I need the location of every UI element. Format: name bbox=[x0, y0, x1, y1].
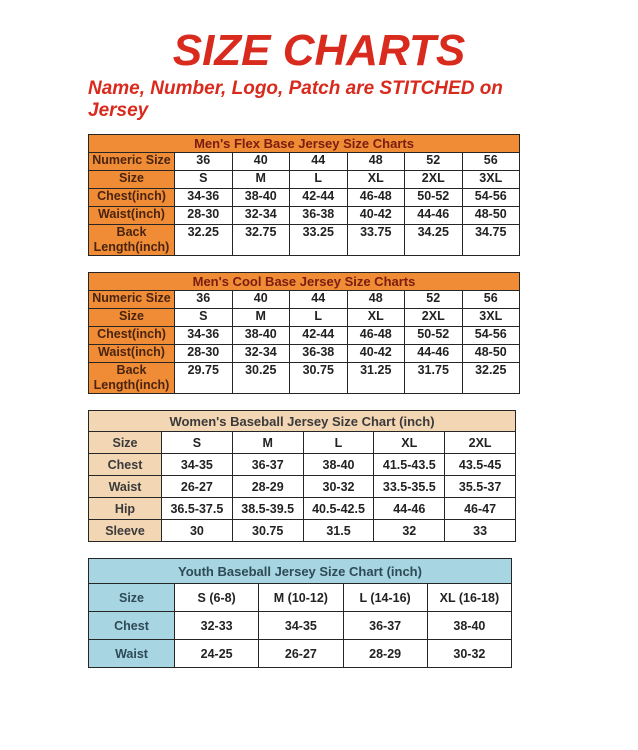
table-title-row bbox=[89, 273, 520, 291]
row-label-cell: Numeric Size bbox=[89, 153, 175, 171]
value-cell: 2XL bbox=[405, 309, 463, 327]
table-row bbox=[89, 309, 520, 327]
value-cell: 44-46 bbox=[374, 498, 445, 520]
value-cell: 33.5-35.5 bbox=[374, 476, 445, 498]
row-label-cell: Size bbox=[89, 171, 175, 189]
value-cell: 26-27 bbox=[162, 476, 233, 498]
value-cell: 46-48 bbox=[347, 327, 405, 345]
value-cell: 48 bbox=[347, 291, 405, 309]
value-cell: 32 bbox=[374, 520, 445, 542]
value-cell: 44 bbox=[290, 153, 348, 171]
row-label-cell: Hip bbox=[89, 498, 162, 520]
value-cell: 32.75 bbox=[232, 225, 290, 256]
value-cell: 38-40 bbox=[232, 189, 290, 207]
row-label-cell: Chest(inch) bbox=[89, 189, 175, 207]
value-cell: 56 bbox=[462, 291, 520, 309]
value-cell: 31.25 bbox=[347, 363, 405, 394]
value-cell: 32.25 bbox=[462, 363, 520, 394]
value-cell: 2XL bbox=[405, 171, 463, 189]
value-cell: 32-34 bbox=[232, 345, 290, 363]
table-row bbox=[89, 498, 516, 520]
value-cell: L bbox=[290, 171, 348, 189]
value-cell: 30-32 bbox=[303, 476, 374, 498]
value-cell: 31.5 bbox=[303, 520, 374, 542]
value-cell: 52 bbox=[405, 291, 463, 309]
womens-baseball-table bbox=[88, 410, 516, 542]
value-cell: 36 bbox=[175, 153, 233, 171]
value-cell: 38-40 bbox=[232, 327, 290, 345]
value-cell: 41.5-43.5 bbox=[374, 454, 445, 476]
value-cell: 34.25 bbox=[405, 225, 463, 256]
value-cell: 46-48 bbox=[347, 189, 405, 207]
row-label-cell: Waist(inch) bbox=[89, 345, 175, 363]
value-cell: 32-33 bbox=[175, 612, 259, 640]
value-cell: 33.75 bbox=[347, 225, 405, 256]
table-row bbox=[89, 520, 516, 542]
value-cell: 30.25 bbox=[232, 363, 290, 394]
value-cell: 48 bbox=[347, 153, 405, 171]
table-row bbox=[89, 432, 516, 454]
table-row bbox=[89, 612, 512, 640]
value-cell: 3XL bbox=[462, 309, 520, 327]
value-cell: S bbox=[175, 309, 233, 327]
value-cell: S bbox=[162, 432, 233, 454]
value-cell: S bbox=[175, 171, 233, 189]
mens-flex-base-title: Men's Flex Base Jersey Size Charts bbox=[89, 135, 520, 153]
value-cell: 34.75 bbox=[462, 225, 520, 256]
youth-baseball-title: Youth Baseball Jersey Size Chart (inch) bbox=[89, 559, 512, 584]
mens-flex-base-table bbox=[88, 134, 520, 256]
value-cell: XL (16-18) bbox=[427, 584, 511, 612]
value-cell: 43.5-45 bbox=[445, 454, 516, 476]
value-cell: 35.5-37 bbox=[445, 476, 516, 498]
value-cell: XL bbox=[347, 309, 405, 327]
value-cell: 36-38 bbox=[290, 345, 348, 363]
table-row bbox=[89, 584, 512, 612]
value-cell: 40 bbox=[232, 291, 290, 309]
value-cell: 40 bbox=[232, 153, 290, 171]
value-cell: 40.5-42.5 bbox=[303, 498, 374, 520]
value-cell: 50-52 bbox=[405, 189, 463, 207]
value-cell: 2XL bbox=[445, 432, 516, 454]
value-cell: 56 bbox=[462, 153, 520, 171]
value-cell: 50-52 bbox=[405, 327, 463, 345]
row-label-cell: Back Length(inch) bbox=[89, 225, 175, 256]
value-cell: 29.75 bbox=[175, 363, 233, 394]
value-cell: 46-47 bbox=[445, 498, 516, 520]
womens-baseball-title: Women's Baseball Jersey Size Chart (inch) bbox=[89, 411, 516, 432]
value-cell: 33 bbox=[445, 520, 516, 542]
row-label-cell: Chest bbox=[89, 612, 175, 640]
value-cell: 44 bbox=[290, 291, 348, 309]
value-cell: 36-38 bbox=[290, 207, 348, 225]
table-row bbox=[89, 327, 520, 345]
value-cell: 31.75 bbox=[405, 363, 463, 394]
value-cell: M bbox=[232, 432, 303, 454]
value-cell: 44-46 bbox=[405, 207, 463, 225]
row-label-cell: Sleeve bbox=[89, 520, 162, 542]
value-cell: L (14-16) bbox=[343, 584, 427, 612]
table-title-row bbox=[89, 559, 512, 584]
value-cell: 36-37 bbox=[343, 612, 427, 640]
value-cell: 48-50 bbox=[462, 207, 520, 225]
value-cell: 40-42 bbox=[347, 207, 405, 225]
table-row bbox=[89, 189, 520, 207]
value-cell: 30 bbox=[162, 520, 233, 542]
value-cell: 42-44 bbox=[290, 327, 348, 345]
mens-cool-base-title: Men's Cool Base Jersey Size Charts bbox=[89, 273, 520, 291]
value-cell: 30-32 bbox=[427, 640, 511, 668]
value-cell: 28-30 bbox=[175, 345, 233, 363]
table-row bbox=[89, 640, 512, 668]
value-cell: 36-37 bbox=[232, 454, 303, 476]
table-row bbox=[89, 171, 520, 189]
value-cell: 26-27 bbox=[259, 640, 343, 668]
table-row bbox=[89, 454, 516, 476]
value-cell: 28-30 bbox=[175, 207, 233, 225]
value-cell: 34-35 bbox=[162, 454, 233, 476]
row-label-cell: Waist(inch) bbox=[89, 207, 175, 225]
value-cell: 42-44 bbox=[290, 189, 348, 207]
row-label-cell: Waist bbox=[89, 640, 175, 668]
value-cell: 52 bbox=[405, 153, 463, 171]
value-cell: 34-36 bbox=[175, 189, 233, 207]
value-cell: 28-29 bbox=[343, 640, 427, 668]
value-cell: 3XL bbox=[462, 171, 520, 189]
value-cell: S (6-8) bbox=[175, 584, 259, 612]
value-cell: 34-35 bbox=[259, 612, 343, 640]
value-cell: 48-50 bbox=[462, 345, 520, 363]
value-cell: XL bbox=[374, 432, 445, 454]
value-cell: L bbox=[290, 309, 348, 327]
value-cell: 44-46 bbox=[405, 345, 463, 363]
value-cell: 32-34 bbox=[232, 207, 290, 225]
table-row bbox=[89, 363, 520, 394]
size-tables bbox=[88, 134, 638, 668]
row-label-cell: Waist bbox=[89, 476, 162, 498]
row-label-cell: Chest bbox=[89, 454, 162, 476]
value-cell: M bbox=[232, 309, 290, 327]
value-cell: XL bbox=[347, 171, 405, 189]
value-cell: 38.5-39.5 bbox=[232, 498, 303, 520]
row-label-cell: Back Length(inch) bbox=[89, 363, 175, 394]
value-cell: 38-40 bbox=[303, 454, 374, 476]
value-cell: 34-36 bbox=[175, 327, 233, 345]
row-label-cell: Numeric Size bbox=[89, 291, 175, 309]
mens-cool-base-table bbox=[88, 272, 520, 394]
row-label-cell: Size bbox=[89, 309, 175, 327]
page-subtitle: Name, Number, Logo, Patch are STITCHED on Jersey bbox=[88, 78, 503, 121]
value-cell: M bbox=[232, 171, 290, 189]
table-title-row bbox=[89, 135, 520, 153]
table-row bbox=[89, 345, 520, 363]
table-row bbox=[89, 225, 520, 256]
youth-baseball-table bbox=[88, 558, 512, 668]
row-label-cell: Size bbox=[89, 584, 175, 612]
value-cell: 38-40 bbox=[427, 612, 511, 640]
value-cell: 32.25 bbox=[175, 225, 233, 256]
value-cell: 30.75 bbox=[290, 363, 348, 394]
value-cell: 40-42 bbox=[347, 345, 405, 363]
table-row bbox=[89, 476, 516, 498]
value-cell: 54-56 bbox=[462, 327, 520, 345]
value-cell: 33.25 bbox=[290, 225, 348, 256]
value-cell: 36.5-37.5 bbox=[162, 498, 233, 520]
value-cell: 28-29 bbox=[232, 476, 303, 498]
value-cell: 30.75 bbox=[232, 520, 303, 542]
table-row bbox=[89, 207, 520, 225]
value-cell: 54-56 bbox=[462, 189, 520, 207]
table-row bbox=[89, 153, 520, 171]
table-title-row bbox=[89, 411, 516, 432]
table-row bbox=[89, 291, 520, 309]
value-cell: L bbox=[303, 432, 374, 454]
value-cell: 36 bbox=[175, 291, 233, 309]
row-label-cell: Size bbox=[89, 432, 162, 454]
row-label-cell: Chest(inch) bbox=[89, 327, 175, 345]
value-cell: 24-25 bbox=[175, 640, 259, 668]
page-title: SIZE CHARTS bbox=[172, 26, 466, 75]
value-cell: M (10-12) bbox=[259, 584, 343, 612]
